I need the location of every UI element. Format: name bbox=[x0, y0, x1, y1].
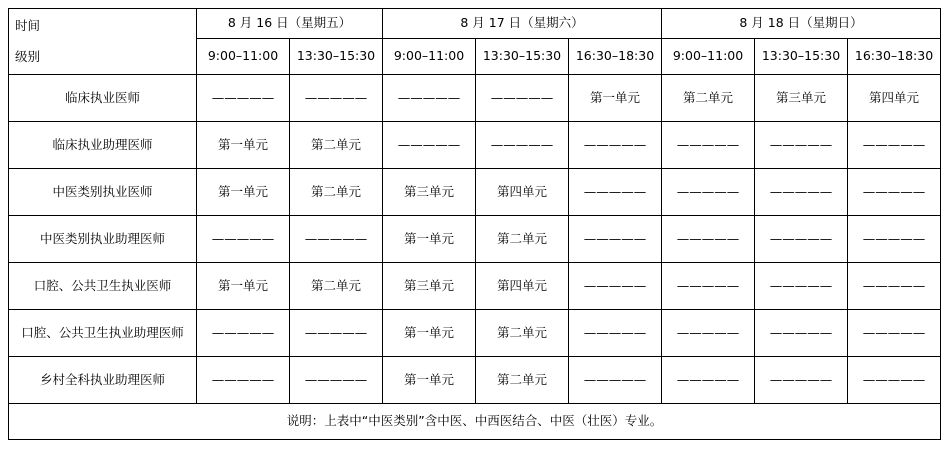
slot-header-0: 9:00–11:00 bbox=[197, 39, 290, 75]
cell-6-4: ————— bbox=[569, 357, 662, 404]
cell-3-3: 第二单元 bbox=[476, 216, 569, 263]
row-level-4: 口腔、公共卫生执业医师 bbox=[9, 263, 197, 310]
cell-2-1: 第二单元 bbox=[290, 169, 383, 216]
slot-header-1: 13:30–15:30 bbox=[290, 39, 383, 75]
cell-6-0: ————— bbox=[197, 357, 290, 404]
table-row bbox=[9, 357, 941, 404]
row-level-1: 临床执业助理医师 bbox=[9, 122, 197, 169]
cell-2-6: ————— bbox=[755, 169, 848, 216]
cell-5-3: 第二单元 bbox=[476, 310, 569, 357]
cell-6-5: ————— bbox=[662, 357, 755, 404]
cell-0-2: ————— bbox=[383, 75, 476, 122]
row-level-2: 中医类别执业医师 bbox=[9, 169, 197, 216]
slot-header-6: 13:30–15:30 bbox=[755, 39, 848, 75]
slot-header-4: 16:30–18:30 bbox=[569, 39, 662, 75]
cell-0-5: 第二单元 bbox=[662, 75, 755, 122]
cell-2-7: ————— bbox=[848, 169, 941, 216]
corner-label-level: 级别 bbox=[15, 48, 41, 64]
table-row bbox=[9, 263, 941, 310]
cell-5-5: ————— bbox=[662, 310, 755, 357]
cell-3-2: 第一单元 bbox=[383, 216, 476, 263]
day-header-2: 8 月 18 日（星期日） bbox=[662, 9, 941, 39]
table-row bbox=[9, 75, 941, 122]
row-level-3: 中医类别执业助理医师 bbox=[9, 216, 197, 263]
cell-0-7: 第四单元 bbox=[848, 75, 941, 122]
cell-2-5: ————— bbox=[662, 169, 755, 216]
cell-4-5: ————— bbox=[662, 263, 755, 310]
cell-3-4: ————— bbox=[569, 216, 662, 263]
cell-6-3: 第二单元 bbox=[476, 357, 569, 404]
table-row bbox=[9, 122, 941, 169]
cell-6-2: 第一单元 bbox=[383, 357, 476, 404]
header-corner-cell bbox=[9, 9, 197, 75]
row-level-0: 临床执业医师 bbox=[9, 75, 197, 122]
cell-2-2: 第三单元 bbox=[383, 169, 476, 216]
cell-6-6: ————— bbox=[755, 357, 848, 404]
cell-4-6: ————— bbox=[755, 263, 848, 310]
cell-3-0: ————— bbox=[197, 216, 290, 263]
slot-header-3: 13:30–15:30 bbox=[476, 39, 569, 75]
cell-5-6: ————— bbox=[755, 310, 848, 357]
cell-5-7: ————— bbox=[848, 310, 941, 357]
slot-header-5: 9:00–11:00 bbox=[662, 39, 755, 75]
cell-4-0: 第一单元 bbox=[197, 263, 290, 310]
cell-6-1: ————— bbox=[290, 357, 383, 404]
cell-1-3: ————— bbox=[476, 122, 569, 169]
exam-schedule-table bbox=[8, 8, 941, 440]
cell-1-5: ————— bbox=[662, 122, 755, 169]
cell-1-6: ————— bbox=[755, 122, 848, 169]
cell-2-4: ————— bbox=[569, 169, 662, 216]
table-note-row bbox=[9, 404, 941, 440]
cell-0-3: ————— bbox=[476, 75, 569, 122]
day-header-1: 8 月 17 日（星期六） bbox=[383, 9, 662, 39]
day-header-0: 8 月 16 日（星期五） bbox=[197, 9, 383, 39]
cell-4-1: 第二单元 bbox=[290, 263, 383, 310]
slot-header-7: 16:30–18:30 bbox=[848, 39, 941, 75]
cell-1-7: ————— bbox=[848, 122, 941, 169]
table-row bbox=[9, 310, 941, 357]
table-header-days bbox=[9, 9, 941, 39]
row-level-5: 口腔、公共卫生执业助理医师 bbox=[9, 310, 197, 357]
cell-0-4: 第一单元 bbox=[569, 75, 662, 122]
cell-6-7: ————— bbox=[848, 357, 941, 404]
cell-4-4: ————— bbox=[569, 263, 662, 310]
cell-5-1: ————— bbox=[290, 310, 383, 357]
cell-0-0: ————— bbox=[197, 75, 290, 122]
cell-1-0: 第一单元 bbox=[197, 122, 290, 169]
cell-3-6: ————— bbox=[755, 216, 848, 263]
table-note: 说明：上表中“中医类别”含中医、中西医结合、中医（壮医）专业。 bbox=[9, 404, 941, 440]
cell-3-1: ————— bbox=[290, 216, 383, 263]
cell-5-2: 第一单元 bbox=[383, 310, 476, 357]
row-level-6: 乡村全科执业助理医师 bbox=[9, 357, 197, 404]
cell-3-7: ————— bbox=[848, 216, 941, 263]
cell-1-4: ————— bbox=[569, 122, 662, 169]
cell-0-6: 第三单元 bbox=[755, 75, 848, 122]
cell-4-7: ————— bbox=[848, 263, 941, 310]
cell-3-5: ————— bbox=[662, 216, 755, 263]
cell-5-0: ————— bbox=[197, 310, 290, 357]
corner-label-time: 时间 bbox=[15, 17, 41, 33]
slot-header-2: 9:00–11:00 bbox=[383, 39, 476, 75]
table-row bbox=[9, 169, 941, 216]
cell-4-2: 第三单元 bbox=[383, 263, 476, 310]
cell-4-3: 第四单元 bbox=[476, 263, 569, 310]
cell-2-0: 第一单元 bbox=[197, 169, 290, 216]
cell-1-1: 第二单元 bbox=[290, 122, 383, 169]
cell-1-2: ————— bbox=[383, 122, 476, 169]
cell-2-3: 第四单元 bbox=[476, 169, 569, 216]
cell-0-1: ————— bbox=[290, 75, 383, 122]
table-row bbox=[9, 216, 941, 263]
cell-5-4: ————— bbox=[569, 310, 662, 357]
